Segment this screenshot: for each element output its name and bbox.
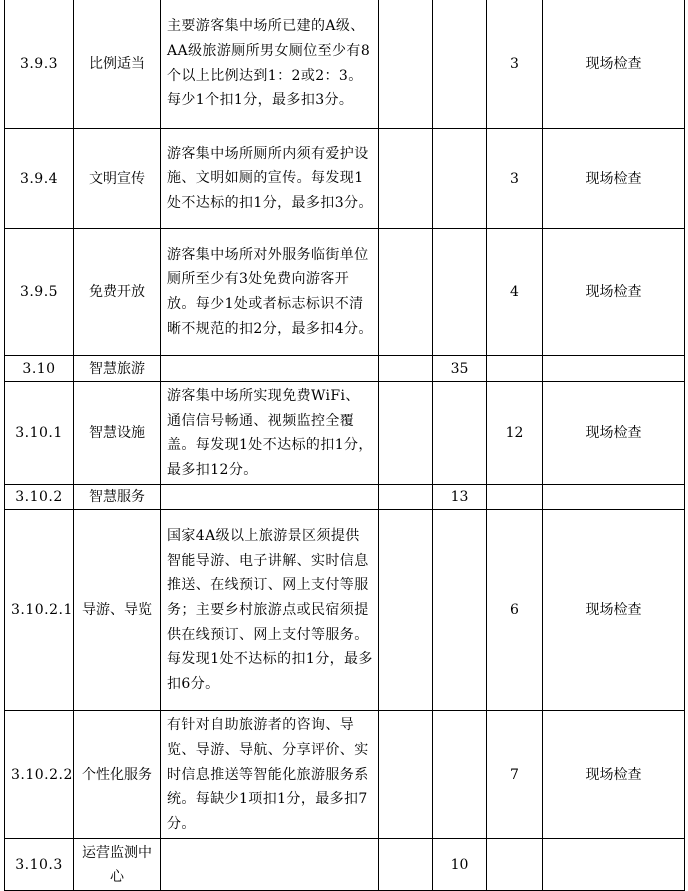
item-name: 智慧设施 bbox=[74, 382, 161, 485]
check-method: 现场检查 bbox=[543, 382, 685, 485]
item-score: 12 bbox=[487, 382, 543, 485]
table-row bbox=[5, 356, 685, 382]
item-score: 6 bbox=[487, 510, 543, 711]
item-name: 文明宣传 bbox=[74, 129, 161, 229]
table-row bbox=[5, 229, 685, 356]
total-score: 35 bbox=[433, 356, 487, 382]
item-criteria: 有针对自助旅游者的咨询、导览、导游、导航、分享评价、实时信息推送等智能化旅游服务系统。每缺少1项扣1分，最多扣7分。 bbox=[161, 711, 379, 839]
check-method bbox=[543, 839, 685, 891]
total-score: 13 bbox=[433, 485, 487, 510]
check-method bbox=[543, 485, 685, 510]
item-score: 3 bbox=[487, 129, 543, 229]
item-score bbox=[487, 485, 543, 510]
scoring-table bbox=[4, 0, 685, 891]
table-row bbox=[5, 839, 685, 891]
item-score: 4 bbox=[487, 229, 543, 356]
item-name: 智慧服务 bbox=[74, 485, 161, 510]
check-method: 现场检查 bbox=[543, 129, 685, 229]
check-method: 现场检查 bbox=[543, 0, 685, 129]
item-name: 运营监测中心 bbox=[74, 839, 161, 891]
item-number: 3.9.5 bbox=[5, 229, 74, 356]
item-score: 3 bbox=[487, 0, 543, 129]
empty-cell bbox=[433, 229, 487, 356]
empty-cell bbox=[433, 711, 487, 839]
item-name: 导游、导览 bbox=[74, 510, 161, 711]
total-score: 10 bbox=[433, 839, 487, 891]
item-score bbox=[487, 839, 543, 891]
total-score bbox=[379, 0, 433, 129]
item-criteria: 游客集中场所对外服务临街单位厕所至少有3处免费向游客开放。每少1处或者标志标识不清晰不规范的扣2分，最多扣4分。 bbox=[161, 229, 379, 356]
item-criteria: 国家4A级以上旅游景区须提供智能导游、电子讲解、实时信息推送、在线预订、网上支付等服务；主要乡村旅游点或民宿须提供在线预订、网上支付等服务。每发现1处不达标的扣1分，最多扣6分。 bbox=[161, 510, 379, 711]
item-number: 3.10.1 bbox=[5, 382, 74, 485]
total-score bbox=[433, 382, 487, 485]
empty-cell bbox=[379, 485, 433, 510]
item-criteria: 游客集中场所厕所内须有爱护设施、文明如厕的宣传。每发现1处不达标的扣1分，最多扣3分。 bbox=[161, 129, 379, 229]
item-number: 3.10 bbox=[5, 356, 74, 382]
item-score: 7 bbox=[487, 711, 543, 839]
empty-cell bbox=[379, 382, 433, 485]
item-score bbox=[487, 356, 543, 382]
item-number: 3.10.3 bbox=[5, 839, 74, 891]
item-criteria: 主要游客集中场所已建的A级、AA级旅游厕所男女厕位至少有8个以上比例达到1：2或2：3。每少1个扣1分，最多扣3分。 bbox=[161, 0, 379, 129]
check-method: 现场检查 bbox=[543, 229, 685, 356]
item-criteria: 游客集中场所实现免费WiFi、通信信号畅通、视频监控全覆盖。每发现1处不达标的扣1分，最多扣12分。 bbox=[161, 382, 379, 485]
table-row bbox=[5, 711, 685, 839]
empty-cell bbox=[379, 356, 433, 382]
table-row bbox=[5, 129, 685, 229]
empty-cell bbox=[433, 510, 487, 711]
total-score bbox=[379, 229, 433, 356]
total-score bbox=[379, 129, 433, 229]
check-method: 现场检查 bbox=[543, 510, 685, 711]
item-criteria bbox=[161, 356, 379, 382]
item-number: 3.10.2.2 bbox=[5, 711, 74, 839]
item-name: 个性化服务 bbox=[74, 711, 161, 839]
item-number: 3.9.3 bbox=[5, 0, 74, 129]
item-number: 3.10.2 bbox=[5, 485, 74, 510]
item-name: 免费开放 bbox=[74, 229, 161, 356]
table-row bbox=[5, 382, 685, 485]
item-name: 智慧旅游 bbox=[74, 356, 161, 382]
table-row bbox=[5, 510, 685, 711]
item-criteria bbox=[161, 485, 379, 510]
total-score bbox=[379, 510, 433, 711]
item-criteria bbox=[161, 839, 379, 891]
total-score bbox=[379, 711, 433, 839]
check-method bbox=[543, 356, 685, 382]
item-number: 3.10.2.1 bbox=[5, 510, 74, 711]
item-name: 比例适当 bbox=[74, 0, 161, 129]
empty-cell bbox=[433, 129, 487, 229]
table-row bbox=[5, 485, 685, 510]
empty-cell bbox=[379, 839, 433, 891]
empty-cell bbox=[433, 0, 487, 129]
check-method: 现场检查 bbox=[543, 711, 685, 839]
item-number: 3.9.4 bbox=[5, 129, 74, 229]
table-row bbox=[5, 0, 685, 129]
